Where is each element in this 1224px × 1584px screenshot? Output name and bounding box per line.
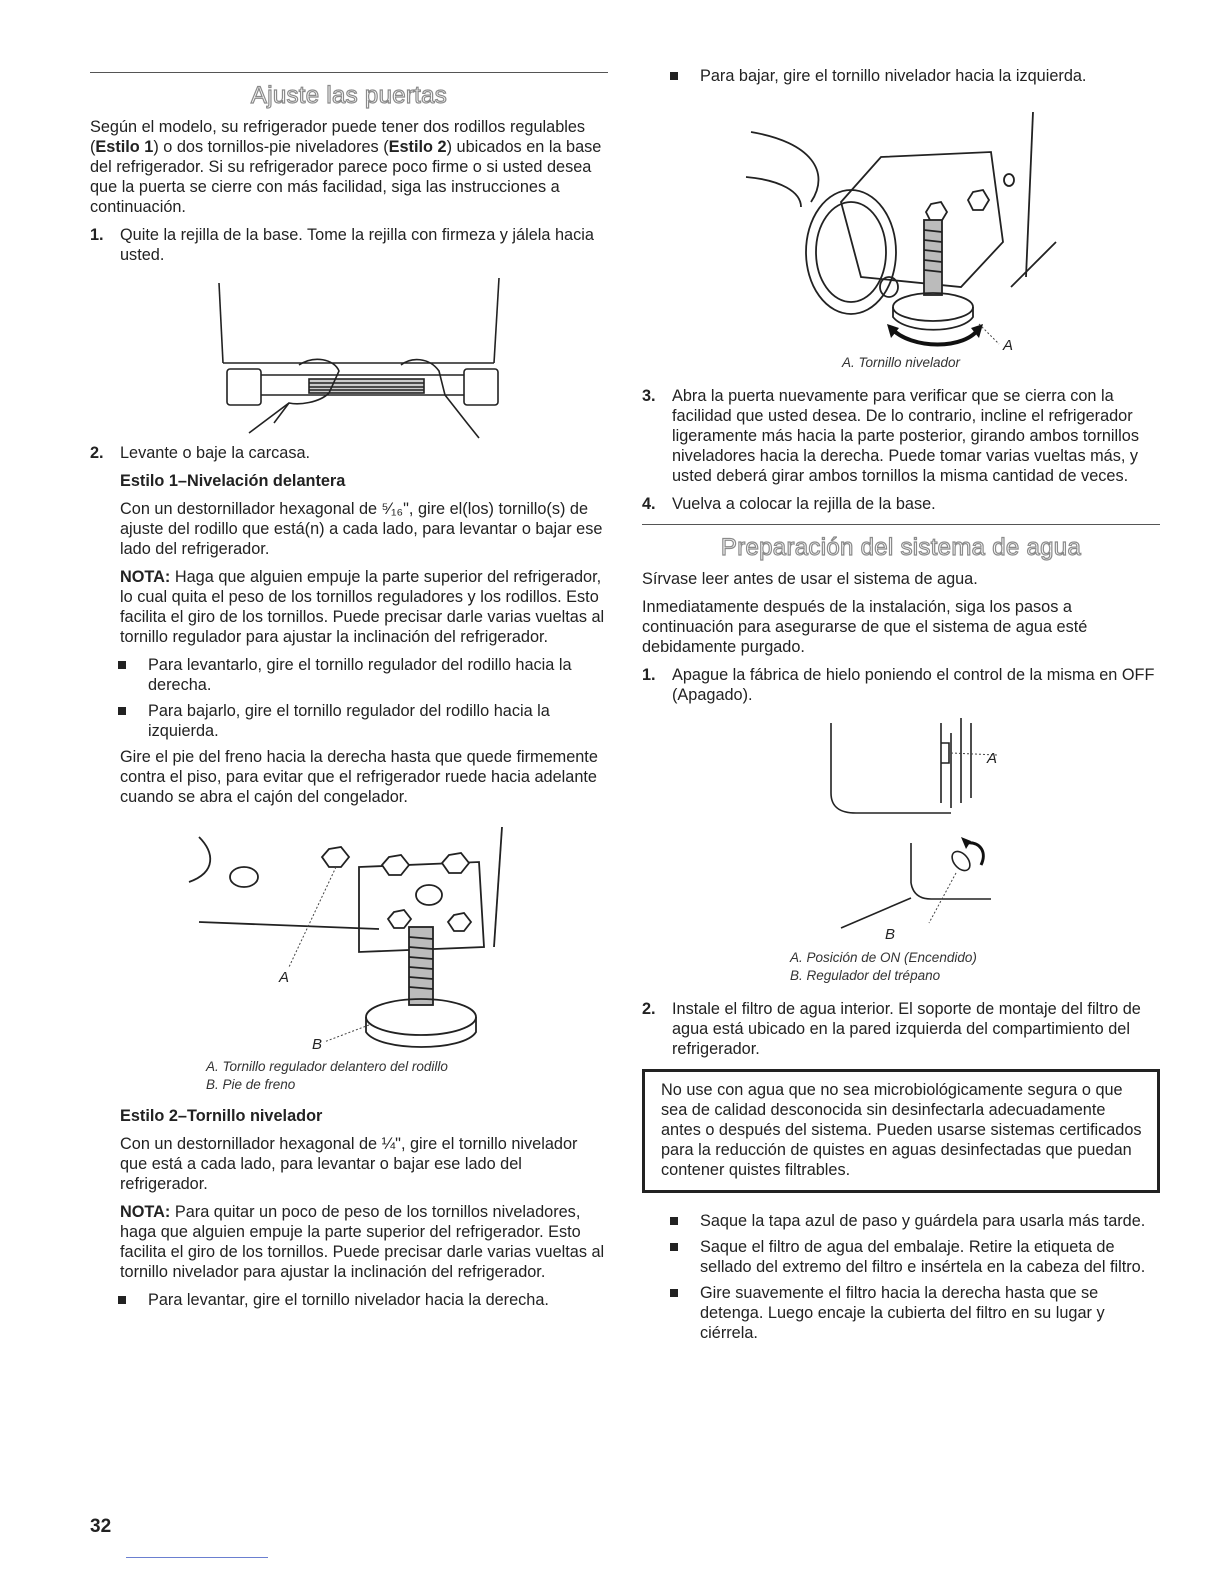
leveling-screw-illustration — [741, 92, 1061, 354]
water-step-2: 2. Instale el filtro de agua interior. El soporte de montaje del filtro de agua está ubicado en la pared izquierda del compartimiento del refrigerador. — [642, 1000, 1141, 1058]
right-column — [642, 67, 1160, 1349]
section-title-doors: Ajuste las puertas — [250, 82, 448, 109]
fig2-label-a: A — [279, 969, 290, 986]
brake-text: Gire el pie del freno hacia la derecha hasta que quede firmemente contra el piso, para evitar que el refrigerador ruede hacia adelante cuando se abra el cajón del congelador. — [120, 748, 598, 806]
fig4-label-b: B — [885, 926, 896, 943]
bullet-remove-cap: Saque la tapa azul de paso y guárdela para usarla más tarde. — [670, 1211, 1160, 1231]
bullet-raise-screw: Para levantar, gire el tornillo nivelador hacia la derecha. — [118, 1290, 608, 1310]
fig3-caption: A. Tornillo nivelador — [841, 355, 961, 370]
fig2-caption-b: B. Pie de freno — [206, 1077, 296, 1092]
water-read: Sírvase leer antes de usar el sistema de agua. — [642, 570, 978, 588]
fig2-caption-a: A. Tornillo regulador delantero del rodillo — [206, 1059, 448, 1074]
style2-heading: Estilo 2–Tornillo nivelador — [120, 1107, 323, 1125]
section-title-water: Preparación del sistema de agua — [720, 534, 1082, 561]
fig4-caption-b: B. Regulador del trépano — [790, 968, 941, 983]
roller-brake-illustration — [179, 827, 519, 1052]
style1-text: Con un destornillador hexagonal de ⁵⁄₁₆", gire el(los) tornillo(s) de ajuste del rodillo que está(n) a cada lado, para levantar o bajar ese lado del refrigerador. — [120, 500, 603, 558]
bullet-lower-roller: Para bajarlo, gire el tornillo regulador del rodillo hacia la izquierda. — [118, 701, 608, 741]
fig3-label-a: A — [1003, 337, 1014, 354]
intro-paragraph: Según el modelo, su refrigerador puede tener dos rodillos regulables (Estilo 1) o dos tornillos-pie niveladores (Estilo 2) ubicados en la base del refrigerador. Si su refrigerador parece poco firme o si usted desea que la puerta se cierre con más facilidad, siga las instrucciones a continuación. — [90, 118, 602, 216]
fig4-label-a: A — [987, 750, 998, 767]
bullet-lower-screw: Para bajar, gire el tornillo nivelador hacia la izquierda. — [670, 66, 1160, 86]
step-4: 4. Vuelva a colocar la rejilla de la base. — [642, 495, 936, 513]
step-3: 3. Abra la puerta nuevamente para verificar que se cierra con la facilidad que usted desea. De lo contrario, incline el refrigerador ligeramente más hacia la parte posterior, girando ambos tornillos niveladores hacia la derecha. Puede tomar varias vueltas más, y usted deberá girar ambos tornillos la misma cantidad de veces. — [642, 387, 1139, 485]
bullet-raise-roller: Para levantarlo, gire el tornillo regulador del rodillo hacia la derecha. — [118, 655, 608, 695]
ice-maker-illustration — [801, 713, 1001, 943]
page-number: 32 — [90, 1516, 112, 1537]
fig2-label-b: B — [312, 1036, 323, 1053]
section-rule — [642, 524, 1160, 525]
note1: NOTA: Haga que alguien empuje la parte superior del refrigerador, lo cual quita el peso de los tornillos reguladores y los rodillos. Esto facilita el giro de los tornillos. Puede precisar darle varias vueltas al tornillo regulador para ajustar la inclinación del refrigerador. — [120, 568, 605, 646]
section-rule — [90, 72, 608, 73]
water-intro: Inmediatamente después de la instalación, siga los pasos a continuación para asegurarse de que el sistema de agua esté debidamente purgado. — [642, 598, 1088, 656]
step-2: 2. Levante o baje la carcasa. — [90, 444, 311, 462]
bullet-unpack-filter: Saque el filtro de agua del embalaje. Retire la etiqueta de sellado del extremo del filtro e insértela en la cabeza del filtro. — [670, 1237, 1160, 1277]
fig4-caption-a: A. Posición de ON (Encendido) — [790, 950, 977, 965]
step-1: 1. Quite la rejilla de la base. Tome la rejilla con firmeza y jálela hacia usted. — [90, 226, 594, 264]
water-step-1: 1. Apague la fábrica de hielo poniendo el control de la misma en OFF (Apagado). — [642, 666, 1155, 704]
left-column — [90, 72, 608, 1316]
style2-text: Con un destornillador hexagonal de ¼", gire el tornillo nivelador que está a cada lado, para levantar o bajar ese lado del refrigerador. — [120, 1135, 578, 1193]
bullet-turn-filter: Gire suavemente el filtro hacia la derecha hasta que se detenga. Luego encaje la cubierta del filtro en su lugar y ciérrela. — [670, 1283, 1160, 1343]
style1-heading: Estilo 1–Nivelación delantera — [120, 472, 346, 490]
warning-box: No use con agua que no sea microbiológicamente segura o que sea de calidad desconocida sin desinfectarla adecuadamente antes o después del sistema. Pueden usarse sistemas certificados para la reducción de quistes en aguas desinfectadas que puedan contener quistes filtrables. — [642, 1069, 1160, 1193]
base-grille-illustration — [149, 273, 549, 443]
footer-line — [126, 1557, 268, 1558]
note2: NOTA: Para quitar un poco de peso de los tornillos niveladores, haga que alguien empuje la parte superior del refrigerador. Esto facilita el giro de los tornillos. Puede precisar darle varias vueltas al tornillo nivelador para ajustar la inclinación del refrigerador. — [120, 1203, 605, 1281]
